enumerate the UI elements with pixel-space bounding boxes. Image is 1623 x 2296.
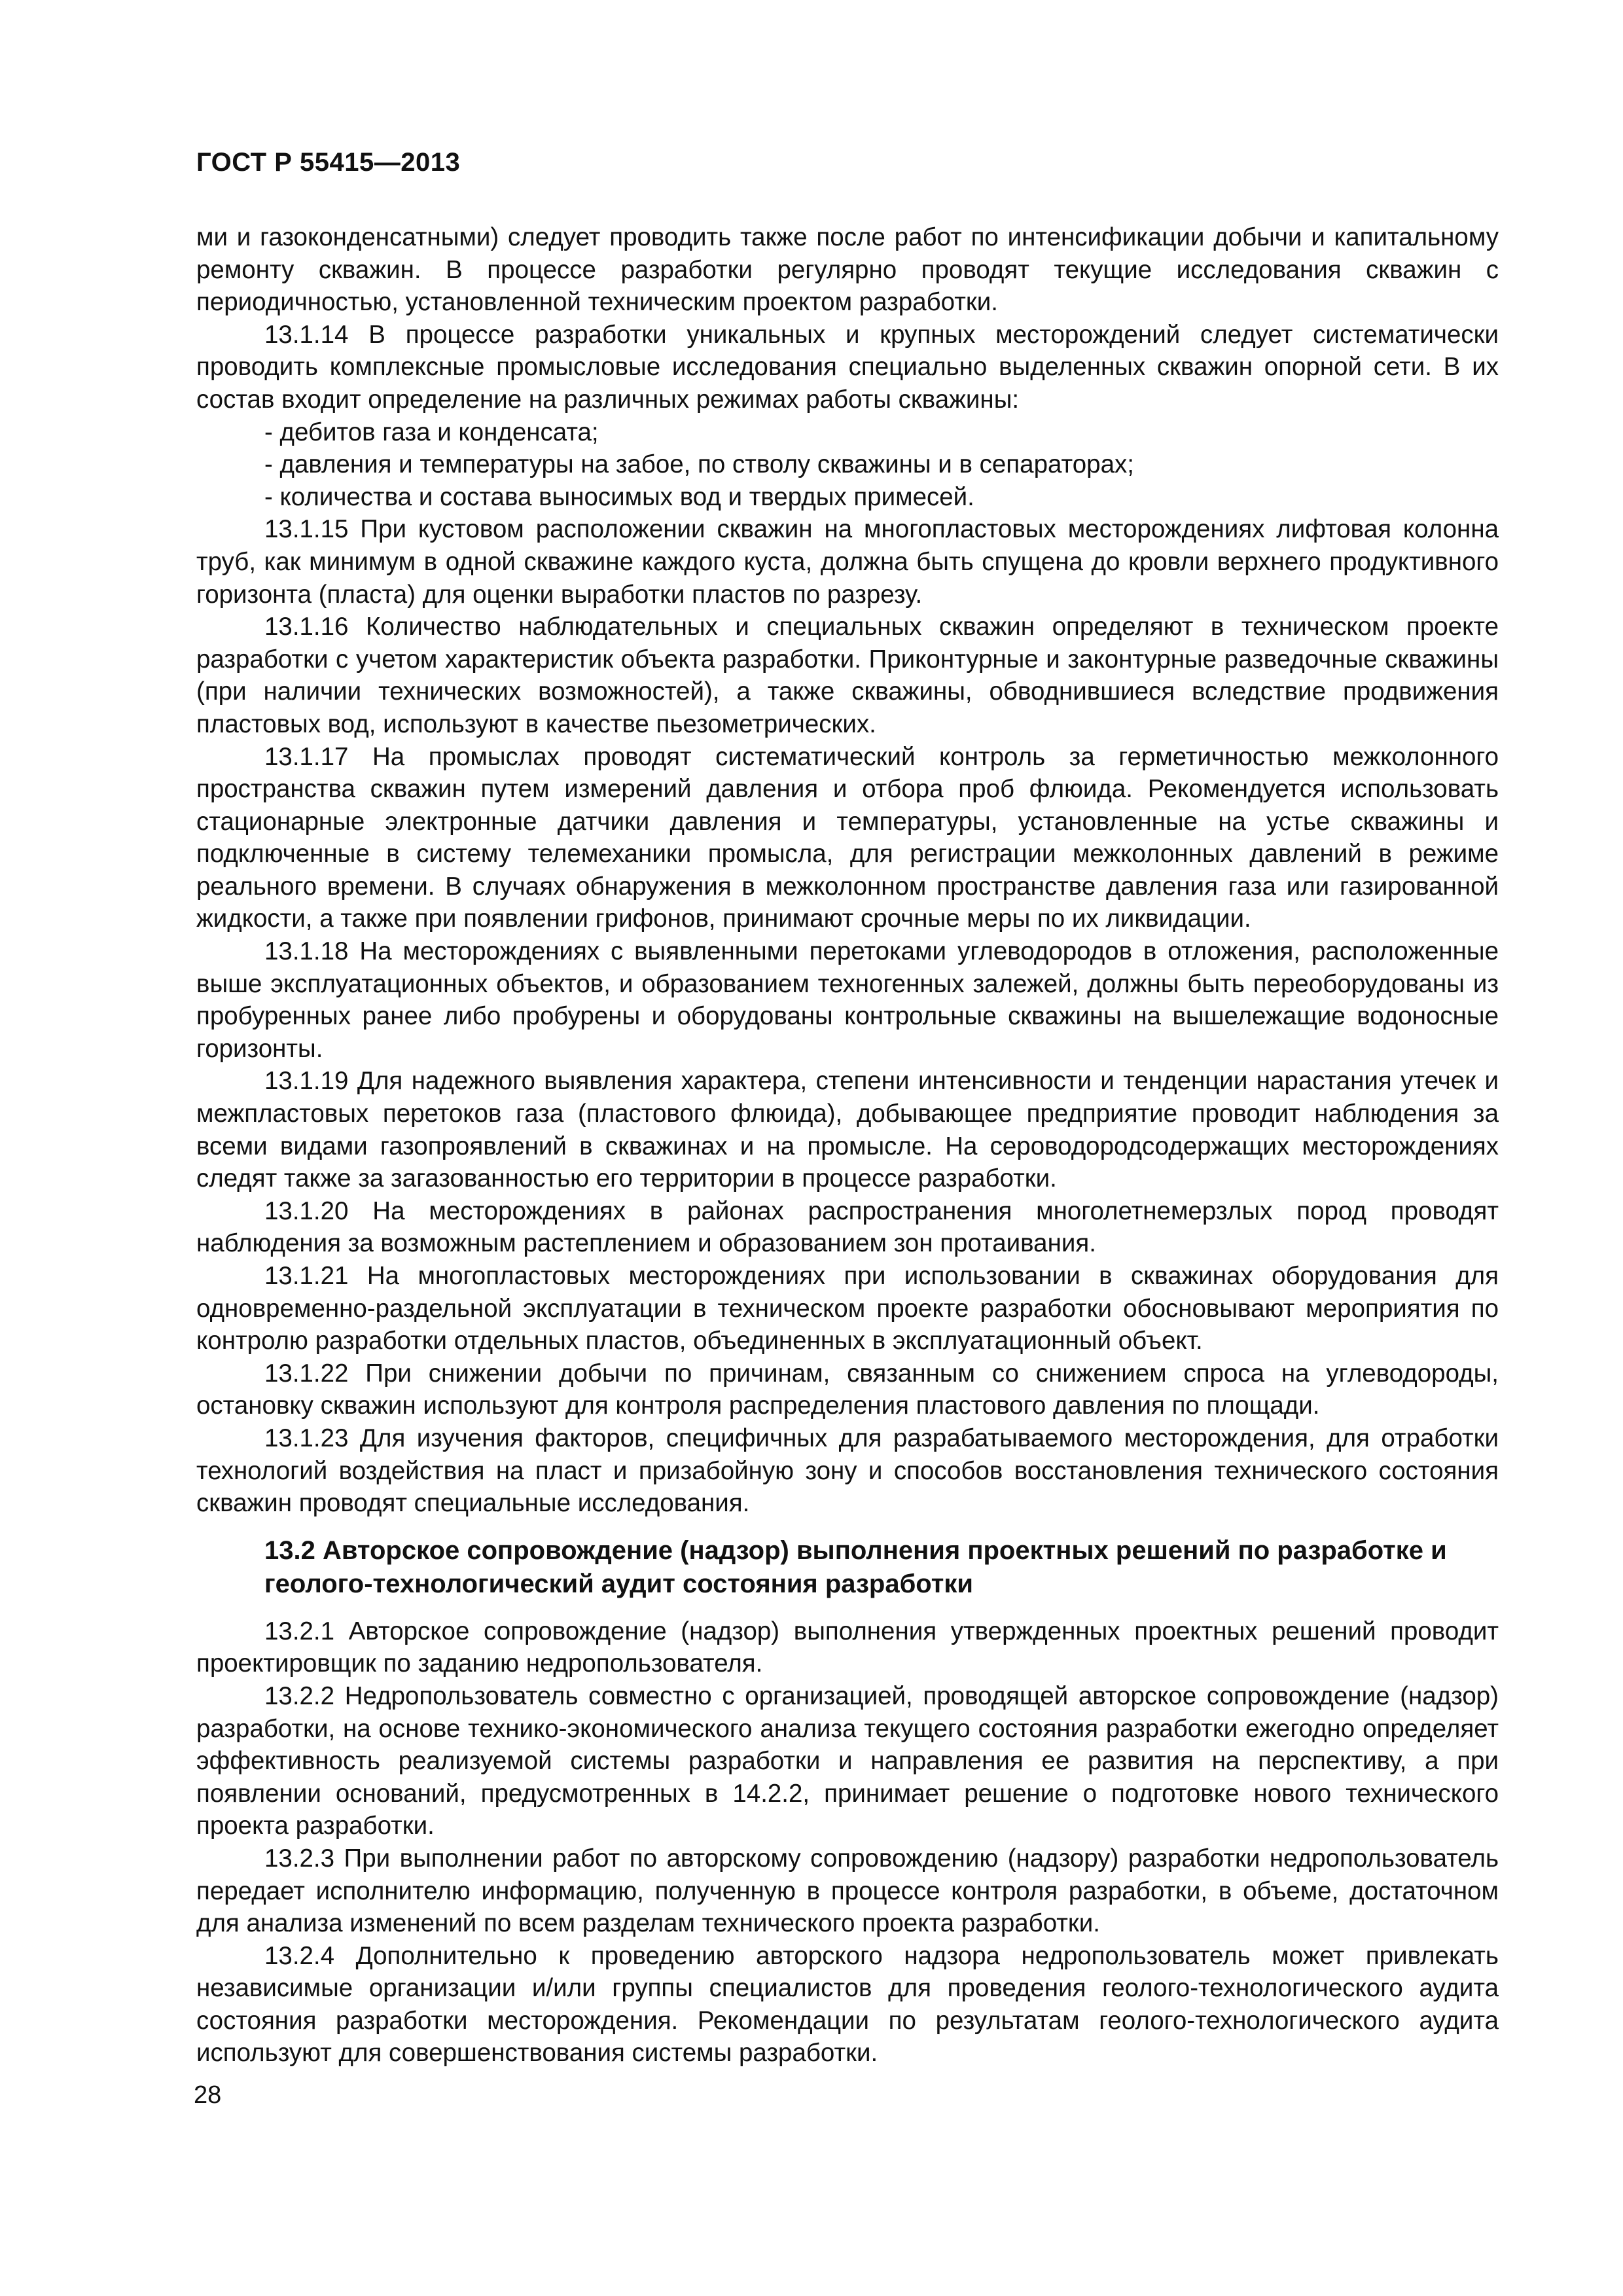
list-item: - дебитов газа и конденсата; <box>264 418 599 446</box>
page-number: 28 <box>194 2081 222 2109</box>
paragraph: 13.1.18 На месторождениях с выявленными перетоками углеводородов в отложения, расположенные выше эксплуатационных объектов, и образованием техногенных залежей, должны быть переоборудованы из пробуренных ранее либо пробурены и оборудованы контрольные скважины на вышележащие водоносные горизонты. <box>196 937 1499 1063</box>
paragraph: 13.2.2 Недропользователь совместно с организацией, проводящей авторское сопровождение (надзор) разработки, на основе технико-экономического анализа текущего состояния разработки ежегодно определяет эффективность реализуемой системы разработки и направления ее развития на перспективу, а при появлении оснований, предусмотренных в 14.2.2, принимает решение о подготовке нового технического проекта разработки. <box>196 1681 1499 1840</box>
section-heading: 13.2 Авторское сопровождение (надзор) выполнения проектных решений по разработке и геолого-технологический аудит состояния разработки <box>264 1535 1447 1598</box>
paragraph: 13.2.1 Авторское сопровождение (надзор) выполнения утвержденных проектных решений проводит проектировщик по заданию недропользователя. <box>196 1617 1499 1678</box>
paragraph: 13.1.16 Количество наблюдательных и специальных скважин определяют в техническом проекте разработки с учетом характеристик объекта разработки. Приконтурные и законтурные разведочные скважины (при наличии технических возможностей), а также скважины, обводнившиеся вследствие продвижения пластовых вод, используют в качестве пьезометрических. <box>196 613 1499 738</box>
list-item: - количества и состава выносимых вод и твердых примесей. <box>264 482 974 511</box>
paragraph: 13.1.22 При снижении добычи по причинам, связанным со снижением спроса на углеводороды, остановку скважин используют для контроля распределения пластового давления по площади. <box>196 1359 1499 1420</box>
paragraph: 13.1.23 Для изучения факторов, специфичных для разрабатываемого месторождения, для отработки технологий воздействия на пласт и призабойную зону и способов восстановления технического состояния скважин проводят специальные исследования. <box>196 1424 1499 1518</box>
document-body <box>196 221 1499 2070</box>
list-item: - давления и температуры на забое, по стволу скважины и в сепараторах; <box>264 450 1134 479</box>
paragraph: 13.1.21 На многопластовых месторождениях при использовании в скважинах оборудования для одновременно-раздельной эксплуатации в техническом проекте разработки обосновывают мероприятия по контролю разработки отдельных пластов, объединенных в эксплуатационный объект. <box>196 1262 1499 1355</box>
document-header: ГОСТ Р 55415—2013 <box>196 148 461 177</box>
paragraph: 13.1.19 Для надежного выявления характера, степени интенсивности и тенденции нарастания утечек и межпластовых перетоков газа (пластового флюида), добывающее предприятие проводит наблюдения за всеми видами газопроявлений в скважинах и на промысле. На сероводородсодержащих месторождениях следят также за загазованностью его территории в процессе разработки. <box>196 1067 1499 1193</box>
paragraph: ми и газоконденсатными) следует проводить также после работ по интенсификации добычи и капитальному ремонту скважин. В процессе разработки регулярно проводят текущие исследования скважин с периодичностью, установленной техническим проектом разработки. <box>196 223 1499 317</box>
paragraph: 13.1.14 В процессе разработки уникальных и крупных месторождений следует систематически проводить комплексные промысловые исследования специально выделенных скважин опорной сети. В их состав входит определение на различных режимах работы скважины: <box>196 320 1499 414</box>
paragraph: 13.2.3 При выполнении работ по авторскому сопровождению (надзору) разработки недропользователь передает исполнителю информацию, полученную в процессе контроля разработки, в объеме, достаточном для анализа изменений по всем разделам технического проекта разработки. <box>196 1844 1499 1938</box>
paragraph: 13.1.20 На месторождениях в районах распространения многолетнемерзлых пород проводят наблюдения за возможным растеплением и образованием зон протаивания. <box>196 1196 1499 1258</box>
paragraph: 13.2.4 Дополнительно к проведению авторского надзора недропользователь может привлекать независимые организации и/или группы специалистов для проведения геолого-технологического аудита состояния разработки месторождения. Рекомендации по результатам геолого-технологического аудита используют для совершенствования системы разработки. <box>196 1941 1499 2068</box>
paragraph: 13.1.17 На промыслах проводят систематический контроль за герметичностью межколонного пространства скважин путем измерений давления и отбора проб флюида. Рекомендуется использовать стационарные электронные датчики давления и температуры, установленные на устье скважины и подключенные в систему телемеханики промысла, для регистрации межколонных давлений в режиме реального времени. В случаях обнаружения в межколонном пространстве давления газа или газированной жидкости, а также при появлении грифонов, принимают срочные меры по их ликвидации. <box>196 742 1499 933</box>
paragraph: 13.1.15 При кустовом расположении скважин на многопластовых месторождениях лифтовая колонна труб, как минимум в одной скважине каждого куста, должна быть спущена до кровли верхнего продуктивного горизонта (пласта) для оценки выработки пластов по разрезу. <box>196 515 1499 609</box>
